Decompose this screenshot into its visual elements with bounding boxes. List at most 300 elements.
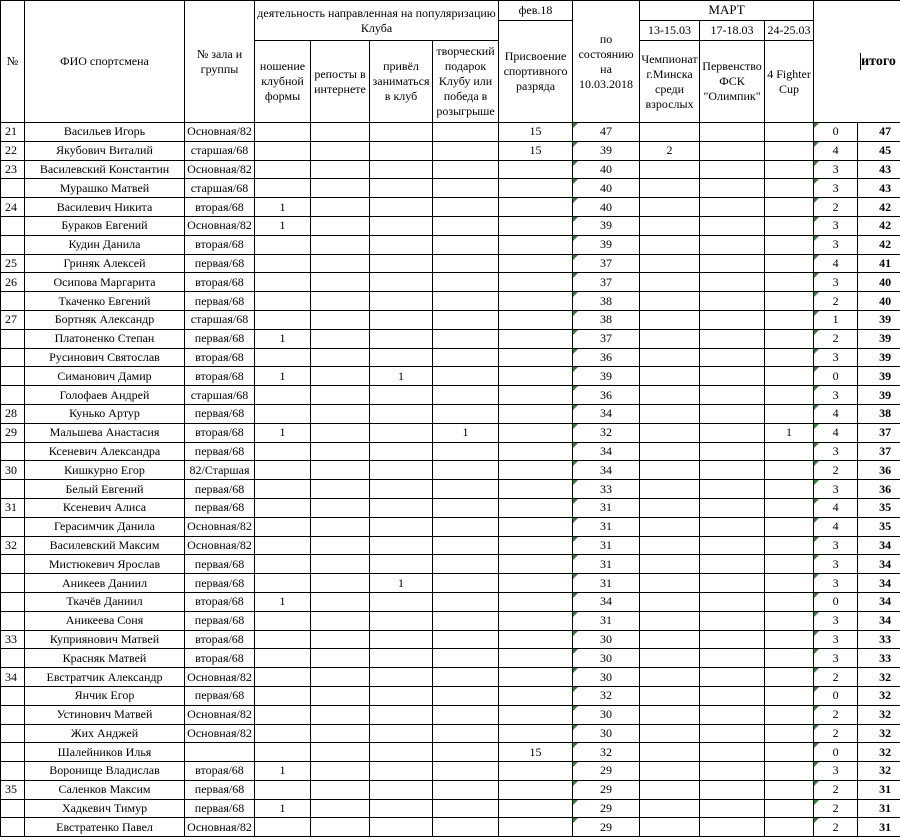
cell-state: 37 — [573, 329, 640, 348]
cell-club-form — [255, 310, 311, 329]
cell-month: 2 — [814, 818, 858, 837]
cell-total: 33 — [858, 649, 900, 668]
cell-club-form — [255, 724, 311, 743]
cell-state: 31 — [573, 611, 640, 630]
table-row — [1, 348, 900, 367]
cell-event-1 — [640, 611, 700, 630]
cell-brought — [370, 123, 433, 142]
cell-event-2 — [700, 404, 765, 423]
cell-creative — [433, 310, 499, 329]
cell-month: 3 — [814, 555, 858, 574]
cell-creative — [433, 630, 499, 649]
cell-event-1 — [640, 461, 700, 480]
cell-event-2 — [700, 198, 765, 217]
cell-rank — [499, 799, 573, 818]
cell-month: 3 — [814, 480, 858, 499]
cell-month: 2 — [814, 461, 858, 480]
cell-fio: Бортняк Александр — [25, 310, 185, 329]
cell-event-3 — [765, 480, 814, 499]
cell-total: 32 — [858, 724, 900, 743]
cell-event-3 — [765, 611, 814, 630]
cell-num — [1, 818, 25, 837]
cell-num — [1, 235, 25, 254]
cell-club-form: 1 — [255, 592, 311, 611]
cell-reposts — [311, 123, 370, 142]
cell-brought — [370, 254, 433, 273]
cell-event-2 — [700, 160, 765, 179]
cell-state: 31 — [573, 555, 640, 574]
table-row — [1, 198, 900, 217]
cell-club-form: 1 — [255, 762, 311, 781]
table-row — [1, 668, 900, 687]
table-row — [1, 123, 900, 142]
cell-event-1 — [640, 160, 700, 179]
cell-event-2 — [700, 630, 765, 649]
cell-rank: 15 — [499, 123, 573, 142]
cell-fio: Гриняк Алексей — [25, 254, 185, 273]
cell-event-2 — [700, 611, 765, 630]
cell-hall: старшая/68 — [185, 386, 255, 405]
cell-reposts — [311, 668, 370, 687]
cell-reposts — [311, 611, 370, 630]
cell-event-2 — [700, 329, 765, 348]
cell-num — [1, 216, 25, 235]
cell-brought — [370, 423, 433, 442]
cell-reposts — [311, 348, 370, 367]
cell-rank — [499, 367, 573, 386]
cell-creative — [433, 461, 499, 480]
cell-event-3 — [765, 160, 814, 179]
cell-rank — [499, 536, 573, 555]
cell-fio: Василевич Никита — [25, 198, 185, 217]
cell-fio: Ксеневич Алиса — [25, 498, 185, 517]
header-event-2: Первенство ФСК "Олимпик" — [700, 41, 765, 123]
cell-creative — [433, 517, 499, 536]
cell-total: 39 — [858, 386, 900, 405]
cell-fio: Симанович Дамир — [25, 367, 185, 386]
cell-event-3 — [765, 404, 814, 423]
header-hall: № зала и группы — [185, 1, 255, 123]
header-date-2: 17-18.03 — [700, 21, 765, 41]
cell-club-form — [255, 668, 311, 687]
cell-rank — [499, 555, 573, 574]
cell-rank — [499, 498, 573, 517]
cell-num — [1, 574, 25, 593]
cell-event-3 — [765, 517, 814, 536]
cell-month: 1 — [814, 310, 858, 329]
cell-club-form — [255, 254, 311, 273]
cell-month: 3 — [814, 762, 858, 781]
cell-total: 42 — [858, 235, 900, 254]
cell-brought — [370, 724, 433, 743]
cell-fio: Евстратенко Павел — [25, 818, 185, 837]
cell-brought — [370, 480, 433, 499]
cell-event-3 — [765, 123, 814, 142]
cell-event-3 — [765, 273, 814, 292]
cell-num — [1, 329, 25, 348]
cell-fio: Куприянович Матвей — [25, 630, 185, 649]
cell-creative — [433, 498, 499, 517]
cell-num — [1, 611, 25, 630]
cell-fio: Устинович Матвей — [25, 705, 185, 724]
cell-event-2 — [700, 141, 765, 160]
cell-hall: первая/68 — [185, 780, 255, 799]
cell-creative — [433, 611, 499, 630]
cell-total: 38 — [858, 404, 900, 423]
cell-creative — [433, 292, 499, 311]
cell-event-2 — [700, 348, 765, 367]
cell-month: 3 — [814, 536, 858, 555]
cell-event-1 — [640, 480, 700, 499]
cell-fio: Василевский Константин — [25, 160, 185, 179]
cell-brought — [370, 630, 433, 649]
cell-num — [1, 555, 25, 574]
cell-hall: 82/Старшая — [185, 461, 255, 480]
cell-event-1 — [640, 536, 700, 555]
cell-reposts — [311, 254, 370, 273]
cell-brought — [370, 404, 433, 423]
table-row — [1, 235, 900, 254]
table-row — [1, 480, 900, 499]
cell-rank — [499, 686, 573, 705]
cell-creative — [433, 574, 499, 593]
cell-reposts — [311, 630, 370, 649]
cell-fio: Аникеева Соня — [25, 611, 185, 630]
cell-month: 3 — [814, 216, 858, 235]
cell-creative — [433, 668, 499, 687]
cell-rank — [499, 160, 573, 179]
cell-state: 30 — [573, 705, 640, 724]
cell-event-3 — [765, 498, 814, 517]
header-itogo-label: итого — [861, 53, 896, 69]
table-row — [1, 555, 900, 574]
cell-reposts — [311, 818, 370, 837]
cell-total: 43 — [858, 179, 900, 198]
cell-total: 34 — [858, 592, 900, 611]
cell-total: 40 — [858, 273, 900, 292]
table-row — [1, 536, 900, 555]
cell-event-3 — [765, 762, 814, 781]
cell-month: 2 — [814, 198, 858, 217]
table-row — [1, 574, 900, 593]
cell-state: 33 — [573, 480, 640, 499]
cell-brought — [370, 555, 433, 574]
cell-event-2 — [700, 179, 765, 198]
cell-event-3 — [765, 310, 814, 329]
cell-hall: первая/68 — [185, 404, 255, 423]
cell-event-2 — [700, 686, 765, 705]
cell-state: 36 — [573, 348, 640, 367]
cell-rank — [499, 386, 573, 405]
cell-brought — [370, 686, 433, 705]
cell-event-2 — [700, 254, 765, 273]
cell-reposts — [311, 743, 370, 762]
cell-event-3 — [765, 555, 814, 574]
cell-hall: вторая/68 — [185, 649, 255, 668]
table-row — [1, 329, 900, 348]
cell-event-3 — [765, 724, 814, 743]
cell-state: 30 — [573, 724, 640, 743]
cell-brought — [370, 611, 433, 630]
cell-num — [1, 480, 25, 499]
cell-event-3 — [765, 216, 814, 235]
cell-creative — [433, 649, 499, 668]
table-row — [1, 724, 900, 743]
cell-club-form — [255, 442, 311, 461]
cell-fio: Воронище Владислав — [25, 762, 185, 781]
cell-club-form — [255, 498, 311, 517]
cell-state: 30 — [573, 668, 640, 687]
cell-reposts — [311, 273, 370, 292]
cell-fio: Бураков Евгений — [25, 216, 185, 235]
cell-rank — [499, 649, 573, 668]
cell-event-1 — [640, 705, 700, 724]
cell-total: 37 — [858, 442, 900, 461]
cell-event-2 — [700, 818, 765, 837]
cell-total: 32 — [858, 705, 900, 724]
cell-fio: Кудин Данила — [25, 235, 185, 254]
cell-creative — [433, 592, 499, 611]
cell-creative — [433, 141, 499, 160]
cell-event-1 — [640, 348, 700, 367]
cell-creative — [433, 442, 499, 461]
header-creative: творческий подарок Клубу или победа в розыгрыше — [433, 41, 499, 123]
cell-brought — [370, 592, 433, 611]
cell-creative — [433, 536, 499, 555]
cell-num: 30 — [1, 461, 25, 480]
table-row — [1, 592, 900, 611]
cell-fio: Мистюкевич Ярослав — [25, 555, 185, 574]
cell-month: 3 — [814, 574, 858, 593]
cell-reposts — [311, 198, 370, 217]
cell-total: 32 — [858, 762, 900, 781]
cell-club-form — [255, 649, 311, 668]
cell-rank — [499, 762, 573, 781]
cell-total: 36 — [858, 461, 900, 480]
cell-creative — [433, 799, 499, 818]
cell-rank — [499, 461, 573, 480]
cell-event-2 — [700, 235, 765, 254]
cell-club-form — [255, 160, 311, 179]
cell-hall: старшая/68 — [185, 310, 255, 329]
cell-fio: Осипова Маргарита — [25, 273, 185, 292]
cell-month: 3 — [814, 348, 858, 367]
cell-reposts — [311, 310, 370, 329]
cell-hall: Основная/82 — [185, 517, 255, 536]
cell-club-form — [255, 235, 311, 254]
cell-state: 29 — [573, 780, 640, 799]
cell-total: 40 — [858, 292, 900, 311]
cell-reposts — [311, 141, 370, 160]
cell-num: 21 — [1, 123, 25, 142]
cell-event-3 — [765, 686, 814, 705]
cell-reposts — [311, 536, 370, 555]
cell-rank — [499, 442, 573, 461]
cell-rank — [499, 574, 573, 593]
cell-rank — [499, 235, 573, 254]
header-state: по состоянию на 10.03.2018 — [573, 1, 640, 123]
cell-event-3 — [765, 536, 814, 555]
cell-state: 32 — [573, 743, 640, 762]
cell-state: 40 — [573, 160, 640, 179]
cell-total: 41 — [858, 254, 900, 273]
cell-reposts — [311, 216, 370, 235]
cell-hall: Основная/82 — [185, 724, 255, 743]
header-feb: фев.18 — [499, 1, 573, 21]
cell-state: 39 — [573, 235, 640, 254]
cell-event-1 — [640, 780, 700, 799]
cell-state: 36 — [573, 386, 640, 405]
cell-event-2 — [700, 705, 765, 724]
cell-club-form — [255, 818, 311, 837]
cell-club-form — [255, 611, 311, 630]
cell-brought — [370, 442, 433, 461]
cell-event-1 — [640, 724, 700, 743]
cell-state: 31 — [573, 574, 640, 593]
cell-rank — [499, 611, 573, 630]
cell-event-2 — [700, 592, 765, 611]
cell-event-2 — [700, 649, 765, 668]
cell-reposts — [311, 442, 370, 461]
cell-club-form — [255, 574, 311, 593]
cell-rank — [499, 818, 573, 837]
cell-num — [1, 517, 25, 536]
cell-state: 39 — [573, 141, 640, 160]
cell-rank — [499, 348, 573, 367]
cell-event-3 — [765, 461, 814, 480]
cell-hall: первая/68 — [185, 686, 255, 705]
cell-event-3 — [765, 649, 814, 668]
cell-rank: 15 — [499, 743, 573, 762]
cell-club-form — [255, 123, 311, 142]
cell-event-2 — [700, 273, 765, 292]
cell-month: 3 — [814, 386, 858, 405]
cell-event-3 — [765, 705, 814, 724]
cell-creative — [433, 762, 499, 781]
cell-num — [1, 592, 25, 611]
cell-event-3 — [765, 574, 814, 593]
cell-rank — [499, 705, 573, 724]
header-march: МАРТ — [640, 1, 814, 21]
cell-rank — [499, 423, 573, 442]
cell-num: 33 — [1, 630, 25, 649]
cell-event-2 — [700, 386, 765, 405]
cell-reposts — [311, 480, 370, 499]
cell-num: 31 — [1, 498, 25, 517]
cell-rank — [499, 310, 573, 329]
cell-event-1 — [640, 273, 700, 292]
cell-hall: вторая/68 — [185, 762, 255, 781]
cell-hall: первая/68 — [185, 574, 255, 593]
cell-fio: Васильев Игорь — [25, 123, 185, 142]
cell-num — [1, 367, 25, 386]
cell-fio: Хадкевич Тимур — [25, 799, 185, 818]
cell-brought — [370, 743, 433, 762]
cell-brought — [370, 160, 433, 179]
table-row — [1, 160, 900, 179]
cell-club-form — [255, 743, 311, 762]
cell-club-form: 1 — [255, 799, 311, 818]
cell-event-2 — [700, 461, 765, 480]
cell-hall: Основная/82 — [185, 123, 255, 142]
cell-state: 34 — [573, 404, 640, 423]
cell-month: 4 — [814, 498, 858, 517]
cell-rank: 15 — [499, 141, 573, 160]
cell-reposts — [311, 517, 370, 536]
cell-hall: вторая/68 — [185, 630, 255, 649]
cell-month: 4 — [814, 254, 858, 273]
cell-creative — [433, 216, 499, 235]
cell-club-form — [255, 348, 311, 367]
table-row — [1, 743, 900, 762]
cell-state: 39 — [573, 216, 640, 235]
cell-num — [1, 292, 25, 311]
cell-rank — [499, 668, 573, 687]
cell-fio: Саленков Максим — [25, 780, 185, 799]
cell-month: 4 — [814, 517, 858, 536]
cell-num: 32 — [1, 536, 25, 555]
cell-total: 43 — [858, 160, 900, 179]
cell-hall: первая/68 — [185, 329, 255, 348]
cell-brought — [370, 329, 433, 348]
cell-hall: первая/68 — [185, 498, 255, 517]
cell-club-form — [255, 705, 311, 724]
cell-event-2 — [700, 292, 765, 311]
cell-month: 3 — [814, 630, 858, 649]
cell-event-3 — [765, 630, 814, 649]
cell-total: 39 — [858, 348, 900, 367]
table-row — [1, 292, 900, 311]
cell-club-form — [255, 555, 311, 574]
header-activity: деятельность направленная на популяризацию Клуба — [255, 1, 499, 41]
cell-total: 34 — [858, 611, 900, 630]
cell-event-1 — [640, 442, 700, 461]
cell-club-form — [255, 480, 311, 499]
header-brought: привёл заниматься в клуб — [370, 41, 433, 123]
table-row — [1, 254, 900, 273]
table-row — [1, 367, 900, 386]
table-row — [1, 179, 900, 198]
cell-brought — [370, 649, 433, 668]
cell-state: 30 — [573, 649, 640, 668]
cell-fio: Ксеневич Александра — [25, 442, 185, 461]
cell-fio: Ткаченко Евгений — [25, 292, 185, 311]
cell-creative — [433, 480, 499, 499]
cell-rank — [499, 724, 573, 743]
cell-event-1 — [640, 592, 700, 611]
cell-num: 34 — [1, 668, 25, 687]
header-itogo — [814, 1, 900, 123]
cell-rank — [499, 198, 573, 217]
cell-brought — [370, 498, 433, 517]
cell-brought — [370, 273, 433, 292]
cell-fio: Белый Евгений — [25, 480, 185, 499]
table-row — [1, 310, 900, 329]
cell-event-3 — [765, 743, 814, 762]
cell-hall: Основная/82 — [185, 668, 255, 687]
cell-hall: первая/68 — [185, 254, 255, 273]
cell-creative — [433, 724, 499, 743]
cell-event-1 — [640, 254, 700, 273]
cell-month: 2 — [814, 780, 858, 799]
cell-fio: Ткачёв Даниил — [25, 592, 185, 611]
table-row — [1, 818, 900, 837]
cell-brought — [370, 292, 433, 311]
cell-event-2 — [700, 555, 765, 574]
cell-rank — [499, 273, 573, 292]
cell-club-form — [255, 517, 311, 536]
cell-reposts — [311, 649, 370, 668]
